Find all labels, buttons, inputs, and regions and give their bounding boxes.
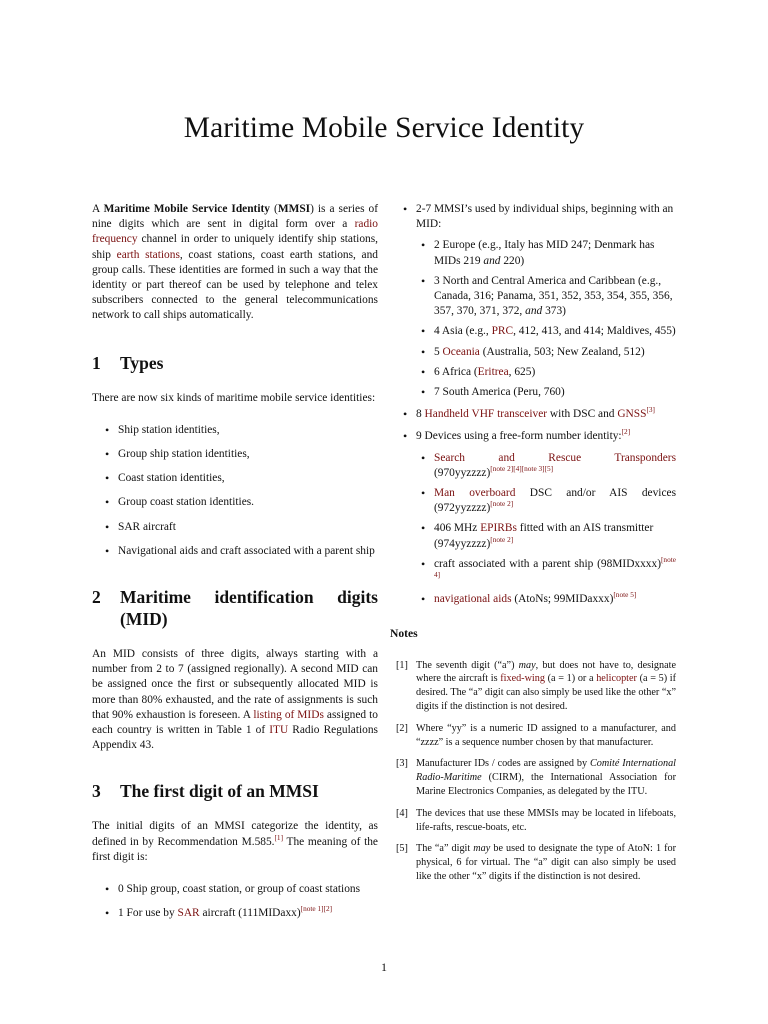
list-item: • Navigational aids and craft associated with a parent ship — [92, 544, 378, 559]
section-heading-types: 1 Types — [92, 352, 164, 373]
mmsi-digits-list — [390, 202, 676, 607]
handheld-vhf-link[interactable]: Handheld VHF transceiver — [424, 408, 548, 421]
list-item: • 2-7 MMSI’s used by individual ships, beginning with an MID: • 2 Europe (e.g., Italy has MID 247; Denmark has MIDs 219 and 220) • 3 North and Central America and Caribbean (e.g., Canada, 316; Panama, 351, 352, 353, 354, 355, 356, 357, 370, 371, 372, and 373) • 4 Asia (e.g., PRC, 412, 413, and 414; Maldives, 455) • 5 Oceania (Australia, 503; New Zealand, 512) • 6 Africa (Eritrea, 625) • 7 South America (Peru, 760) — [390, 202, 676, 400]
note-item: [2] Where “yy” is a numeric ID assigned to a manufacturer, and “zzzz” is a sequence number chosen by that manufacturer. — [396, 722, 676, 748]
list-item: • 5 Oceania (Australia, 503; New Zealand, 512) — [390, 345, 676, 360]
notes-list — [390, 659, 676, 884]
notes-heading: Notes — [390, 627, 418, 641]
note-item: [1] The seventh digit (“a”) may, but does not have to, designate where the aircraft is fixed-wing (a = 1) or a helicopter (a = 5) if desired. The “a” digit can also simply be used like the other “x” digits if the distinction is not desired. — [396, 659, 677, 713]
ref-3[interactable]: [3] — [646, 405, 655, 415]
list-item: • navigational aids (AtoNs; 99MIDaxxx)[note 5] — [390, 592, 676, 607]
oceania-link[interactable]: Oceania — [442, 345, 480, 358]
note-ref[interactable]: [note 2][4][note 3][5] — [490, 463, 554, 473]
region-list — [390, 238, 676, 400]
note-item: [3] Manufacturer IDs / codes are assigned by Comité International Radio-Maritime (CIRM), the International Association for Marine Electronics Companies, as delegated by the ITU. — [396, 758, 676, 798]
note-item: [5] The “a” digit may be used to designate the type of AtoN: 1 for physical, 6 for virtual. The “a” digit can also simply be used like the other “x” digits if the distinction is not desired. — [396, 843, 676, 883]
man-overboard-link[interactable]: Man overboard — [434, 487, 516, 500]
radio-frequency-link[interactable]: radio frequency — [92, 218, 378, 246]
section-heading-first-digit: 3 The first digit of an MMSI — [92, 781, 319, 802]
right-column — [390, 202, 676, 884]
note-ref[interactable]: [note 4] — [434, 554, 676, 580]
list-item: • craft associated with a parent ship (98MIDxxxx)[note 4] — [390, 557, 676, 587]
eritrea-link[interactable]: Eritrea — [477, 365, 509, 378]
list-item: • 2 Europe (e.g., Italy has MID 247; Denmark has MIDs 219 and 220) — [390, 238, 676, 268]
list-item: • 0 Ship group, coast station, or group of coast stations — [92, 882, 378, 897]
intro-paragraph: A Maritime Mobile Service Identity (MMSI) is a series of nine digits which are sent in digital form over a radio frequency channel in order to uniquely identify ship stations, ship earth stations, coast stations, coast earth stations, and group calls. These identities are formed in such a way that the identity or part thereof can be used by telephone and telex subscribers connected to the general telecommunications network to call ships automatically. — [92, 203, 379, 322]
navigational-aids-link[interactable]: navigational aids — [434, 593, 512, 606]
note-ref[interactable]: [note 2] — [490, 499, 514, 509]
gnss-link[interactable]: GNSS — [617, 408, 647, 421]
list-item: • Group coast station identities. — [92, 495, 378, 510]
left-column — [92, 202, 378, 921]
types-list — [92, 423, 378, 559]
list-item: • 3 North and Central America and Caribbean (e.g., Canada, 316; Panama, 351, 352, 353, 354, 355, 356, 357, 370, 371, 372, and 373) — [390, 274, 676, 320]
list-item: • 6 Africa (Eritrea, 625) — [390, 365, 676, 380]
list-item: • 7 South America (Peru, 760) — [390, 385, 676, 400]
prc-link[interactable]: PRC — [491, 325, 514, 338]
list-item: • 8 Handheld VHF transceiver with DSC and GNSS[3] — [390, 407, 676, 422]
note-ref[interactable]: [note 2] — [490, 534, 514, 544]
list-item: • SAR aircraft — [92, 520, 378, 535]
listing-of-mids-link[interactable]: listing of MIDs — [253, 708, 324, 721]
fixed-wing-link[interactable]: fixed-wing — [500, 673, 545, 685]
earth-stations-link[interactable]: earth stations — [116, 248, 180, 261]
note-ref[interactable]: [note 1][2] — [300, 904, 333, 914]
list-item: • 4 Asia (e.g., PRC, 412, 413, and 414; Maldives, 455) — [390, 324, 676, 339]
note-ref[interactable]: [note 5] — [613, 590, 637, 600]
list-item: • 9 Devices using a free-form number identity:[2] • Search and Rescue Transponders (970yyzzzz)[note 2][4][note 3][5] • Man overboard DSC and/or AIS devices (972yyzzzz)[note 2] • 406 MHz EPIRBs fitted with an AIS transmitter (974yyzzzz)[note 2] • craft associated with a parent ship (98MIDxxxx)[note 4] • navigational aids (AtoNs; 99MIDaxxx)[note 5] — [390, 429, 676, 607]
list-item: • Coast station identities, — [92, 471, 378, 486]
list-item: • Ship station identities, — [92, 423, 378, 438]
page-number: 1 — [381, 960, 387, 974]
ref-2[interactable]: [2] — [621, 427, 631, 437]
first-digit-list — [92, 882, 378, 921]
section-heading-mid: 2 Maritime identification digits (MID) — [92, 587, 378, 630]
list-item: • 406 MHz EPIRBs fitted with an AIS transmitter (974yyzzzz)[note 2] — [390, 521, 676, 551]
types-intro: There are now six kinds of maritime mobile service identities: — [92, 391, 376, 404]
note-item: [4] The devices that use these MMSIs may be located in lifeboats, life-rafts, rescue-boats, etc. — [396, 807, 676, 833]
list-item: • Man overboard DSC and/or AIS devices (972yyzzzz)[note 2] — [390, 486, 676, 516]
list-item: • Search and Rescue Transponders (970yyzzzz)[note 2][4][note 3][5] — [390, 451, 676, 481]
epirbs-link[interactable]: EPIRBs — [480, 522, 517, 535]
page-title: Maritime Mobile Service Identity — [183, 112, 585, 144]
sar-link[interactable]: SAR — [177, 907, 200, 920]
device-list — [390, 451, 676, 608]
list-item: • Group ship station identities, — [92, 447, 378, 462]
list-item: • 1 For use by SAR aircraft (111MIDaxx)[note 1][2] — [92, 906, 378, 921]
helicopter-link[interactable]: helicopter — [596, 673, 637, 685]
first-digit-paragraph: The initial digits of an MMSI categorize the identity, as defined in by Recommendation M.585.[1] The meaning of the first digit is: — [92, 820, 378, 863]
itu-link[interactable]: ITU — [269, 724, 289, 737]
sart-link[interactable]: Search and Rescue Transponders — [434, 451, 676, 464]
mid-paragraph: An MID consists of three digits, always starting with a number from 2 to 7 (assigned regionally). A second MID can be assigned once the first or subsequently allocated MID is more than 80% exhausted, and the rate of assignments is such that 90% exhaustion is foreseen. A listing of MIDs assigned to each country is written in Table 1 of ITU Radio Regulations Appendix 43. — [92, 648, 378, 752]
ref-1[interactable]: [1] — [274, 832, 284, 842]
